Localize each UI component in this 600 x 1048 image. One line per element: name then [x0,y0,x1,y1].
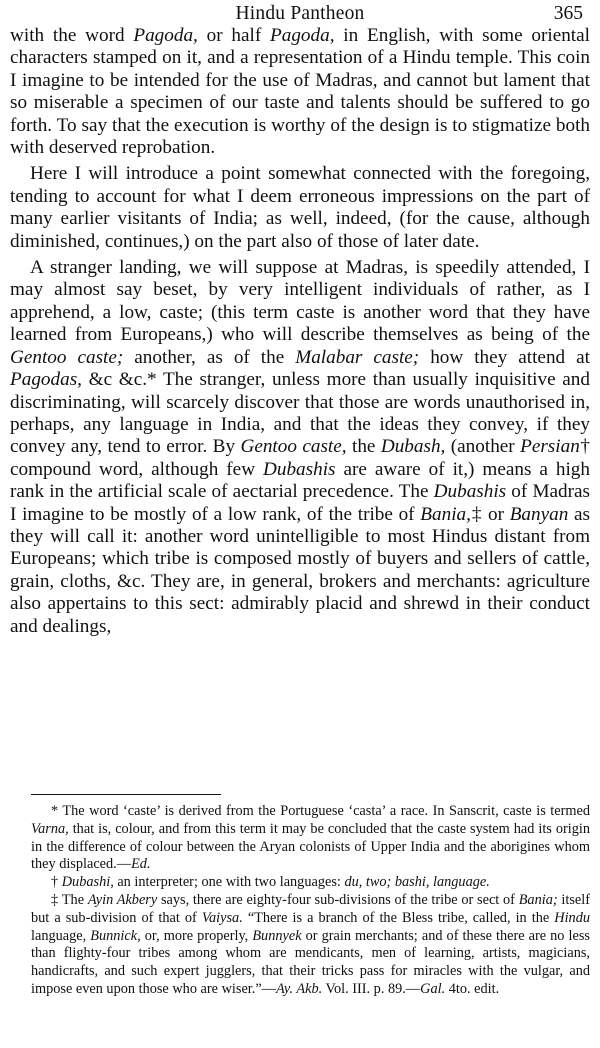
main-text [10,25,590,638]
paragraph-1: with the word Pagoda, or half Pagoda, in English, with some oriental characters stamped on it, and a representation of a Hindu temple. This coin I imagine to be intended for the use of Madras, and cannot but lament that so miserable a specimen of our taste and talents should be suffered to go forth. To say that the execution is worthy of the design is to stigmatize both with deserved reprobation. [10,25,590,159]
running-head: Hindu Pantheon [235,3,365,24]
paragraph-2: Here I will introduce a point somewhat connected with the foregoing, tending to account for what I deem erroneous impressions on the part of many earlier visitants of India; as well, indeed, (for the cause, although diminished, continues,) on the part also of those of later date. [10,163,590,252]
page-number: 365 [553,3,583,24]
footnote-caste: * The word ‘caste’ is derived from the Portuguese ‘casta’ a race. In Sanscrit, caste is termed Varna, that is, colour, and from this term it may be concluded that the caste system had its origin in the difference of colour between the Aryan colonists of Upper India and the aborigines whom they displaced.—Ed. [31,803,590,873]
footnotes [31,803,590,999]
paragraph-3: A stranger landing, we will suppose at Madras, is speedily attended, I may almost say beset, by very intelligent individuals of rather, as I apprehend, a low, caste; (this term caste is another word that they have learned from Europeans,) who will describe themselves as being of the Gentoo caste; another, as of the Malabar caste; how they attend at Pagodas, &c &c.* The stranger, unless more than usually inquisitive and discriminating, will scarcely discover that those are words unauthorised in, perhaps, any language in India, and that the ideas they convey, if they convey any, tend to error. By Gentoo caste, the Dubash, (another Persian† compound word, although few Dubashis are aware of it,) means a high rank in the artificial scale of aectarial precedence. The Dubashis of Madras I imagine to be mostly of a low rank, of the tribe of Bania,‡ or Banyan as they will call it: another word unintelligible to most Hindus distant from Europeans; which tribe is composed mostly of buyers and sellers of cattle, grain, cloths, &c. They are, in general, brokers and merchants: agriculture also appertains to this sect: admirably placid and shrewd in their conduct and dealings, [10,257,591,637]
footnote-ayin-akbery: ‡ The Ayin Akbery says, there are eighty-four sub-divisions of the tribe or sect of Bania; itself but a sub-division of that of Vaiysa. “There is a branch of the Bless tribe, called, in the Hindu language, Bunnick, or, more properly, Bunnyek or grain merchants; and of these there are no less than flighty-four tribes among whom are mendicants, men of learning, artists, magicians, handicrafts, and such expert jugglers, that their tricks pass for miracles with the vulgar, and impose even upon those who are wiser.”—Ay. Akb. Vol. III. p. 89.—Gal. 4to. edit. [31,891,590,997]
footnote-dubashi: † Dubashi, an interpreter; one with two languages: du, two; bashi, language. [51,874,490,891]
footnote-divider [31,794,221,795]
